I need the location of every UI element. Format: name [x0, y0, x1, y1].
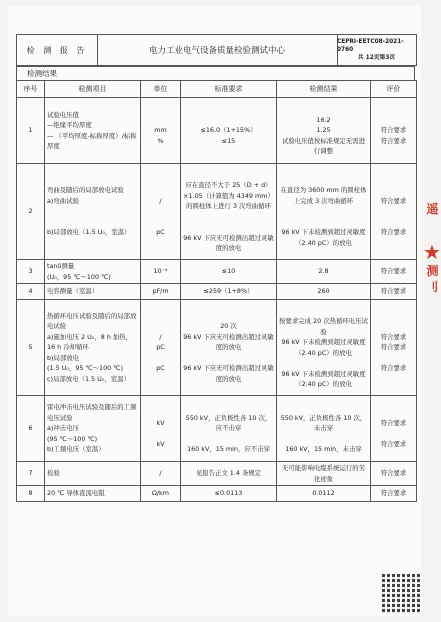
cell-line: 20 ℃ 导体直流电阻 — [47, 489, 105, 498]
cell-line: 160 kV，15 min，应不击穿 — [187, 445, 270, 454]
cell-line: 符合要求 — [380, 469, 407, 478]
cell-line — [373, 321, 414, 332]
cell-line — [183, 222, 274, 233]
table-cell — [277, 284, 371, 300]
cell-line: 符合要求 — [380, 332, 407, 341]
cell-line: 符合要求 — [380, 287, 407, 296]
table-cell: 1 — [17, 98, 45, 164]
table-row — [17, 284, 417, 300]
table-cell — [181, 98, 277, 164]
table-cell — [181, 486, 277, 502]
table-row — [17, 260, 417, 284]
cell-line — [373, 185, 414, 196]
table-cell — [371, 284, 417, 300]
cell-line — [279, 306, 368, 317]
cell-line — [279, 217, 368, 228]
col-header: 单位 — [141, 81, 181, 98]
cell-line: 热循环电压试验及随后的局部放电试验 — [47, 311, 137, 331]
table-cell — [277, 98, 371, 164]
cell-line: 应在直径不大于 25（D + d）×1.05（计算值为 4349 mm）的圆柱体上进行 3 次弯曲循环 — [183, 181, 274, 210]
cell-line: pF/m — [152, 287, 169, 296]
cell-line: ≤10 — [221, 267, 236, 276]
cell-line: a)冲击电压 — [47, 424, 79, 433]
cell-line — [47, 217, 138, 228]
cell-line: a)弯曲试验 — [47, 196, 79, 205]
cell-line: (U₀，95 ℃～100 ℃) — [47, 272, 111, 281]
cell-line: 符合要求 — [380, 343, 407, 352]
table-cell: 5 — [17, 300, 45, 396]
table-cell — [277, 260, 371, 284]
cell-line: —绝缘平均厚度 — [47, 121, 92, 129]
cell-line: 550 kV，正负极性各 10 次，应不击穿 — [185, 413, 272, 433]
table-header-row — [17, 81, 417, 98]
table-cell — [45, 300, 141, 396]
cell-line — [143, 429, 178, 440]
cell-line: 符合要求 — [380, 136, 407, 145]
table-cell: 3 — [17, 260, 45, 284]
cell-line: 550 kV，正负极性各 10 次，未击穿 — [280, 413, 367, 433]
table-cell — [181, 396, 277, 462]
cell-line: 电容测量（室温） — [47, 287, 99, 296]
cell-line — [47, 206, 138, 217]
cell-line: pC — [156, 228, 165, 237]
cell-line: 试验电压值 — [47, 110, 79, 119]
table-cell — [181, 164, 277, 260]
stamp-char: 遥 — [426, 202, 439, 216]
cell-line: 160 kV，15 min，未击穿 — [285, 445, 362, 454]
table-cell — [141, 462, 181, 486]
cell-line: kV — [156, 419, 165, 427]
cell-line — [183, 402, 274, 413]
table-cell — [371, 260, 417, 284]
table-cell — [371, 486, 417, 502]
cell-line: pC — [156, 343, 165, 352]
cell-line — [279, 175, 368, 186]
cell-line: Ω/km — [152, 489, 169, 498]
results-table — [16, 80, 417, 502]
cell-line — [373, 206, 414, 217]
table-cell — [277, 486, 371, 502]
cell-line — [183, 353, 274, 364]
col-header: 检测结果 — [277, 81, 371, 98]
cell-line: 96 kV 下未检测到超过灵敏度（2.40 pC）的放电 — [281, 338, 366, 357]
cell-line: / — [159, 196, 162, 205]
cell-line: b)工频电压（室温） — [47, 445, 105, 454]
stamp-char: 测 — [426, 264, 439, 278]
cell-line — [183, 311, 274, 322]
col-header: 检测项目 — [45, 81, 141, 98]
stamp-star-icon: ★ — [423, 240, 441, 264]
table-row — [17, 396, 417, 462]
cell-line: b)局部放电（1.5 U₀，室温） — [47, 228, 131, 237]
table-cell — [371, 164, 417, 260]
table-cell — [45, 284, 141, 300]
cell-line — [143, 206, 178, 217]
cell-line: ≤259（1+8%） — [203, 287, 254, 296]
col-header: 标准要求 — [181, 81, 277, 98]
stamp-char: 刂 — [426, 280, 439, 294]
cell-line — [183, 434, 274, 445]
cell-line: ≤0.0113 — [214, 489, 243, 498]
cell-line: 见报告正文 1.4 条规定 — [195, 469, 262, 478]
cell-line: b)局部放电 — [47, 353, 80, 362]
cell-line: % — [157, 136, 164, 145]
cell-line: 96 kV 下应无可检测出超过灵敏度的放电 — [183, 332, 274, 352]
cell-line: 2.8 — [318, 267, 329, 276]
table-cell: 7 — [17, 462, 45, 486]
cell-line: 试验电压值按标准规定无需进行调整 — [281, 136, 366, 156]
cell-line: tanδ测量 — [47, 262, 75, 270]
table-cell — [45, 396, 141, 462]
cell-line: 在直径为 3600 mm 的圆柱体上完成 3 次弯曲循环 — [280, 186, 367, 205]
table-cell — [45, 486, 141, 502]
cell-line: 无可能影响电缆系统运行的劣化迹象 — [281, 464, 366, 483]
cell-line: / — [159, 332, 162, 341]
cell-line — [143, 185, 178, 196]
cell-line — [279, 434, 368, 445]
cell-line: c)局部放电（1.5 U₀，室温） — [47, 374, 130, 383]
table-cell — [371, 462, 417, 486]
cell-line: 符合要求 — [380, 419, 407, 427]
table-cell — [141, 98, 181, 164]
cell-line: 0.0112 — [312, 489, 335, 498]
cell-line: 20 次 — [220, 322, 237, 331]
cell-line: mm — [154, 126, 167, 135]
cell-line — [373, 429, 414, 440]
cell-line: 检验 — [47, 469, 60, 478]
table-cell — [141, 396, 181, 462]
cell-line — [279, 206, 368, 217]
cell-line — [183, 170, 274, 181]
cell-line — [279, 358, 368, 369]
table-cell — [371, 300, 417, 396]
table-cell — [141, 284, 181, 300]
table-cell — [277, 164, 371, 260]
col-header: 序号 — [17, 81, 45, 98]
table-cell — [141, 300, 181, 396]
table-cell: 8 — [17, 486, 45, 502]
cell-line — [183, 212, 274, 223]
cell-line: 16.2 — [316, 115, 331, 124]
cell-line: kV — [156, 440, 165, 448]
cell-line: 弯曲及随后的局部放电试验 — [47, 186, 124, 195]
cell-line — [279, 402, 368, 413]
table-cell — [277, 396, 371, 462]
page-info: 共 12页第3页 — [357, 55, 396, 61]
cell-line — [373, 353, 414, 364]
cell-line: / — [159, 469, 162, 478]
table-cell — [181, 260, 277, 284]
table-cell — [277, 462, 371, 486]
cell-line: ≤15 — [221, 136, 236, 145]
cell-line — [373, 115, 414, 126]
table-cell: 4 — [17, 284, 45, 300]
cell-line: (95 ℃～100 ℃) — [47, 434, 98, 443]
cell-line — [373, 217, 414, 228]
table-cell — [141, 164, 181, 260]
table-cell — [181, 300, 277, 396]
table-row — [17, 300, 417, 396]
cell-line: ≤16.0（1+15%） — [200, 126, 257, 135]
cell-line: 符合要求 — [380, 440, 407, 448]
report-label: 检 测 报 告 — [17, 35, 98, 65]
cell-line: 符合要求 — [380, 267, 407, 276]
cell-line — [373, 408, 414, 419]
cell-line: 10⁻⁴ — [153, 267, 168, 276]
table-cell — [45, 164, 141, 260]
qr-code-icon — [382, 574, 422, 614]
cell-line: (1.5 U₀，95 ℃～100 ℃) — [47, 364, 123, 373]
report-meta — [337, 35, 416, 65]
table-row — [17, 164, 417, 260]
table-cell — [181, 462, 277, 486]
cell-line: 1.25 — [316, 126, 331, 135]
cell-line: — （平均厚度-标称厚度）/标称厚度 — [47, 131, 137, 150]
table-cell — [181, 284, 277, 300]
cell-line — [143, 217, 178, 228]
cell-line — [143, 353, 178, 364]
table-cell — [371, 98, 417, 164]
cell-line: 符合要求 — [380, 126, 407, 135]
table-row — [17, 462, 417, 486]
cell-line: 96 kV 下应无可检测出超过灵敏度的放电 — [183, 233, 274, 252]
report-number: CEPRI-EETC08-2021-0760 — [337, 39, 404, 53]
cell-line — [143, 321, 178, 332]
table-cell — [45, 98, 141, 164]
cell-line: 符合要求 — [380, 228, 407, 237]
cell-line: 96 kV 下应无可检测出超过灵敏度的放电 — [183, 364, 274, 383]
cell-line: 96 kV 下未检测到超过灵敏度（2.40 pC）的放电 — [281, 369, 366, 388]
cell-line: 96 kV 下未检测到超过灵敏度（2.40 pC）的放电 — [281, 228, 366, 247]
table-row — [17, 98, 417, 164]
table-cell — [141, 260, 181, 284]
cell-line: 符合要求 — [380, 489, 407, 498]
col-header: 评价 — [371, 81, 417, 98]
cell-line — [183, 115, 274, 126]
table-cell — [45, 260, 141, 284]
cell-line — [143, 115, 178, 126]
cell-line: pC — [156, 364, 165, 373]
cell-line — [143, 408, 178, 419]
table-cell — [141, 486, 181, 502]
cell-line: a)施加电压 2 U₀，8 h 加热，16 h 冷却循环 — [47, 332, 133, 352]
table-cell: 2 — [17, 164, 45, 260]
table-cell — [45, 462, 141, 486]
cell-line: 雷电冲击电压试验及随后的工频电压试验 — [47, 403, 137, 422]
cell-line: 按要求完成 20 次热循环电压试验 — [279, 317, 368, 336]
cell-line — [279, 104, 368, 115]
table-cell — [277, 300, 371, 396]
section-title: 检测结果 — [16, 66, 415, 80]
cell-line: 符合要求 — [380, 364, 407, 373]
cell-line: 符合要求 — [380, 196, 407, 205]
report-header — [16, 34, 417, 66]
table-row — [17, 486, 417, 502]
cell-line: 260 — [317, 287, 330, 296]
table-cell: 6 — [17, 396, 45, 462]
table-cell — [371, 396, 417, 462]
center-name: 电力工业电气设备质量检验测试中心 — [97, 35, 338, 65]
